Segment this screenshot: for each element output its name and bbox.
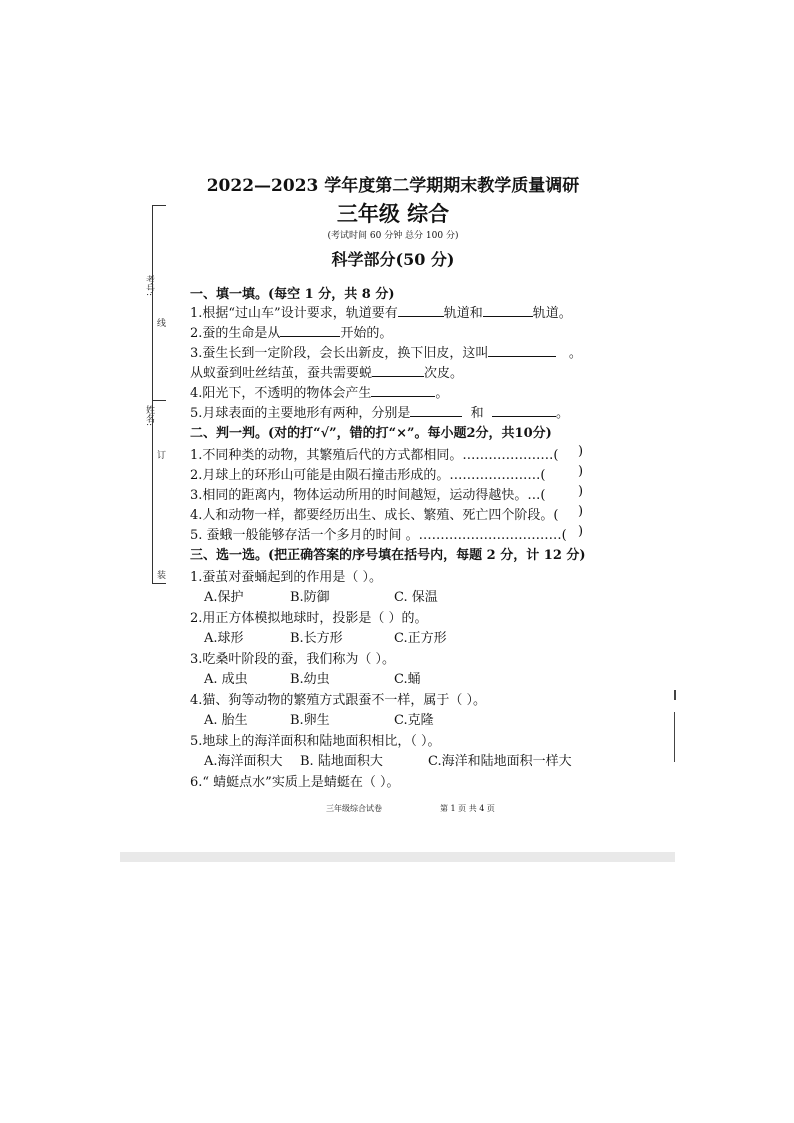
- section1-q4: [190, 382, 448, 401]
- binding-tick: [152, 400, 166, 401]
- scan-mark: [674, 690, 676, 700]
- section1-q2: [190, 322, 392, 341]
- margin-label-seal: 装: [155, 570, 165, 579]
- q1-text: 1.根据“过山车”设计要求，轨道要有: [190, 306, 398, 321]
- choice-option[interactable]: A.海洋面积大: [204, 754, 283, 769]
- choice-option[interactable]: A. 胎生: [204, 713, 248, 728]
- scan-mark: [674, 712, 675, 762]
- margin-label-line: 线: [155, 318, 165, 327]
- q1-text: 轨道和: [443, 306, 483, 321]
- choice-option[interactable]: C. 保温: [394, 590, 438, 605]
- answer-paren[interactable]: ): [578, 524, 584, 539]
- choice-option[interactable]: B.防御: [290, 590, 330, 605]
- judge-item: 5. 蚕蛾一般能够存活一个多月的时间 。……………………………(: [190, 528, 567, 543]
- choice-option[interactable]: C.正方形: [394, 631, 447, 646]
- binding-tick: [152, 205, 166, 206]
- exam-info: (考试时间 60 分钟 总分 100 分): [327, 231, 459, 241]
- section1-q1: [190, 302, 572, 321]
- choice-option[interactable]: C.蛹: [394, 672, 421, 687]
- answer-blank[interactable]: [410, 404, 462, 417]
- choice-option[interactable]: C.海洋和陆地面积一样大: [428, 754, 572, 769]
- answer-blank[interactable]: [398, 304, 444, 317]
- margin-label-name: 姓名:: [144, 405, 154, 427]
- judge-item: 1.不同种类的动物，其繁殖后代的方式都相同。…………………(: [190, 448, 559, 463]
- answer-paren[interactable]: ): [578, 484, 584, 499]
- q1-text: 轨道。: [532, 306, 572, 321]
- answer-paren[interactable]: ): [578, 444, 584, 459]
- exam-title: 2022—2023 学年度第二学期期末教学质量调研: [206, 176, 580, 196]
- footer-paper-name: 三年级综合试卷: [326, 804, 382, 813]
- answer-blank[interactable]: [488, 344, 556, 357]
- section1-q3: [190, 342, 582, 361]
- choice-option[interactable]: C.克隆: [394, 713, 434, 728]
- choice-option[interactable]: B.幼虫: [290, 672, 330, 687]
- answer-blank[interactable]: [483, 304, 533, 317]
- q2-text: 2.蚕的生命是从: [190, 326, 281, 341]
- choice-option[interactable]: B.卵生: [290, 713, 330, 728]
- answer-blank[interactable]: [280, 324, 340, 337]
- q3-text: 从蚁蚕到吐丝结茧，蚕共需要蜕: [190, 366, 373, 381]
- q5-text: 。: [555, 406, 569, 421]
- choice-question: 3.吃桑叶阶段的蚕，我们称为（ ）。: [190, 652, 396, 667]
- choice-option[interactable]: B. 陆地面积大: [300, 754, 383, 769]
- answer-paren[interactable]: ): [578, 464, 584, 479]
- q5-text: 5.月球表面的主要地形有两种，分别是: [190, 406, 411, 421]
- choice-option[interactable]: A.保护: [204, 590, 244, 605]
- footer-page-number: 第 1 页 共 4 页: [440, 804, 495, 813]
- answer-paren[interactable]: ): [578, 504, 584, 519]
- section2-heading: 二、判一判。(对的打“√”，错的打“×”。每小题2分，共10分): [190, 426, 552, 441]
- judge-item: 4.人和动物一样，都要经历出生、成长、繁殖、死亡四个阶段。(: [190, 508, 559, 523]
- judge-item: 2.月球上的环形山可能是由陨石撞击形成的。…………………(: [190, 468, 546, 483]
- choice-question: 6.“ 蜻蜓点水”实质上是蜻蜓在（ ）。: [190, 775, 400, 790]
- exam-subtitle: 三年级 综合: [336, 201, 450, 226]
- margin-label-bind: 订: [155, 450, 165, 459]
- choice-option[interactable]: A. 成虫: [204, 672, 248, 687]
- choice-question: 4.猫、狗等动物的繁殖方式跟蚕不一样，属于（ ）。: [190, 693, 487, 708]
- judge-item: 3.相同的距离内，物体运动所用的时间越短，运动得越快。…(: [190, 488, 546, 503]
- scan-shadow-bar: [120, 852, 675, 862]
- section1-q5: [190, 402, 569, 421]
- q3-text: 。: [568, 346, 582, 361]
- q3-text: 次皮。: [424, 366, 464, 381]
- section1-heading: 一、填一填。(每空 1 分，共 8 分): [190, 287, 395, 302]
- choice-option[interactable]: A.球形: [204, 631, 244, 646]
- binding-tick: [152, 583, 166, 584]
- choice-question: 1.蚕茧对蚕蛹起到的作用是（ ）。: [190, 570, 383, 585]
- q2-text: 开始的。: [340, 326, 393, 341]
- choice-option[interactable]: B.长方形: [290, 631, 343, 646]
- binding-line: [152, 205, 153, 583]
- q4-text: 。: [435, 386, 449, 401]
- choice-question: 2.用正方体模拟地球时，投影是（ ）的。: [190, 611, 428, 626]
- section3-heading: 三、选一选。(把正确答案的序号填在括号内，每题 2 分，计 12 分): [190, 548, 586, 563]
- answer-blank[interactable]: [372, 364, 424, 377]
- part-title: 科学部分(50 分): [331, 250, 455, 269]
- answer-blank[interactable]: [492, 404, 556, 417]
- choice-question: 5.地球上的海洋面积和陆地面积相比，（ ）。: [190, 734, 441, 749]
- q4-text: 4.阳光下，不透明的物体会产生: [190, 386, 372, 401]
- q5-text: 和: [470, 406, 484, 421]
- section1-q3-cont: [190, 362, 463, 381]
- q3-text: 3.蚕生长到一定阶段，会长出新皮，换下旧皮，这叫: [190, 346, 489, 361]
- margin-label-number: 考号:: [144, 275, 154, 297]
- answer-blank[interactable]: [371, 384, 435, 397]
